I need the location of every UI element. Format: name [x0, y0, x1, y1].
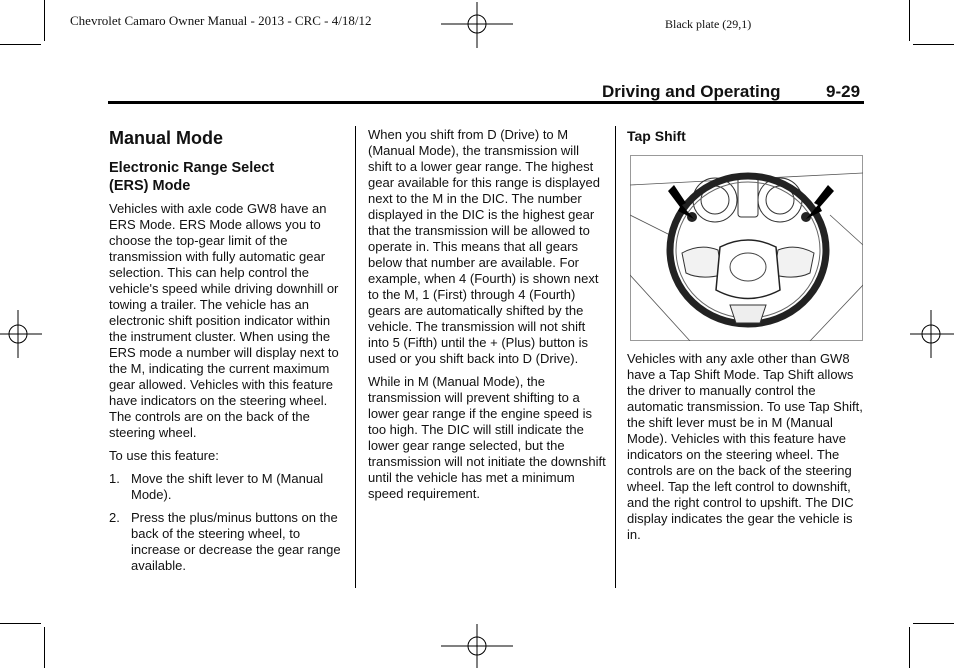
body-paragraph: While in M (Manual Mode), the transmission will prevent shifting to a lower gear range if the engine speed is too high. The DIC will still indicate the lower gear range selected, but the transmission will not initiate the downshift until the vehicle has met a minimum speed requirement. [368, 374, 606, 501]
crop-mark [913, 44, 954, 45]
section-title: Driving and Operating [602, 82, 781, 101]
section-heading: Manual Mode [109, 128, 224, 148]
list-item [109, 471, 345, 503]
list-item-number: 1. [109, 471, 120, 486]
registration-mark-top [441, 2, 513, 50]
list-item-text: Move the shift lever to M (Manual Mode). [131, 471, 324, 502]
column-divider [355, 126, 356, 588]
list-item [109, 510, 345, 574]
registration-mark-bottom [441, 622, 513, 668]
crop-mark [909, 0, 910, 41]
list-item-text: Press the plus/minus buttons on the back of the steering wheel, to increase or decrease the gear range available. [131, 510, 341, 573]
registration-mark-right [910, 310, 954, 358]
column-2 [368, 127, 606, 509]
crop-mark [0, 44, 41, 45]
print-header-left: Chevrolet Camaro Owner Manual - 2013 - CRC - 4/18/12 [70, 13, 372, 28]
body-paragraph: When you shift from D (Drive) to M (Manual Mode), the transmission will shift to a lower gear range. The highest gear available for this range is displayed next to the M in the DIC. The number displayed in the DIC is the highest gear that the transmission will be allowed to operate in. This means that all gears below that number are available. For example, when 4 (Fourth) is shown next to the M, 1 (First) through 4 (Fourth) gears are automatically shifted by the vehicle. The transmission will not shift into 5 (Fifth) until the + (Plus) button is used or you shift back into D (Drive). [368, 127, 600, 366]
crop-mark [0, 623, 41, 624]
crop-mark [913, 623, 954, 624]
body-paragraph: Vehicles with any axle other than GW8 have a Tap Shift Mode. Tap Shift allows the driver to manually control the automatic transmission. To use Tap Shift, the shift lever must be in M (Manual Mode). Vehicles with this feature have indicators on the steering wheel. The controls are on the back of the steering wheel. Tap the left control to downshift, and the right control to upshift. The DIC display indicates the gear the vehicle is in. [627, 351, 863, 542]
column-1 [109, 127, 345, 581]
body-paragraph: To use this feature: [109, 448, 219, 463]
body-paragraph: Vehicles with axle code GW8 have an ERS Mode. ERS Mode allows you to choose the top-gear limit of the transmission with fully automatic gear selection. This can help control the vehicle's speed while driving downhill or towing a trailer. The vehicle has an electronic shift position indicator within the instrument cluster. When using the ERS mode a number will display next to the M, indicating the current maximum gear allowed. Vehicles with this feature have indicators on the steering wheel. The controls are on the back of the steering wheel. [109, 201, 339, 440]
steering-hub [716, 240, 780, 299]
steps-list [109, 471, 345, 574]
subsection-heading: Tap Shift [627, 128, 686, 144]
registration-mark-left [0, 310, 42, 358]
page-number: 9-29 [826, 82, 861, 101]
header-rule [108, 101, 864, 104]
column-3 [627, 127, 865, 550]
subsection-heading: Electronic Range Select (ERS) Mode [109, 160, 275, 194]
crop-mark [44, 627, 45, 668]
steering-wheel-illustration [630, 155, 863, 341]
list-item-number: 2. [109, 510, 120, 525]
crop-mark [44, 0, 45, 41]
column-divider [615, 126, 616, 588]
print-header-right: Black plate (29,1) [665, 17, 752, 31]
crop-mark [909, 627, 910, 668]
